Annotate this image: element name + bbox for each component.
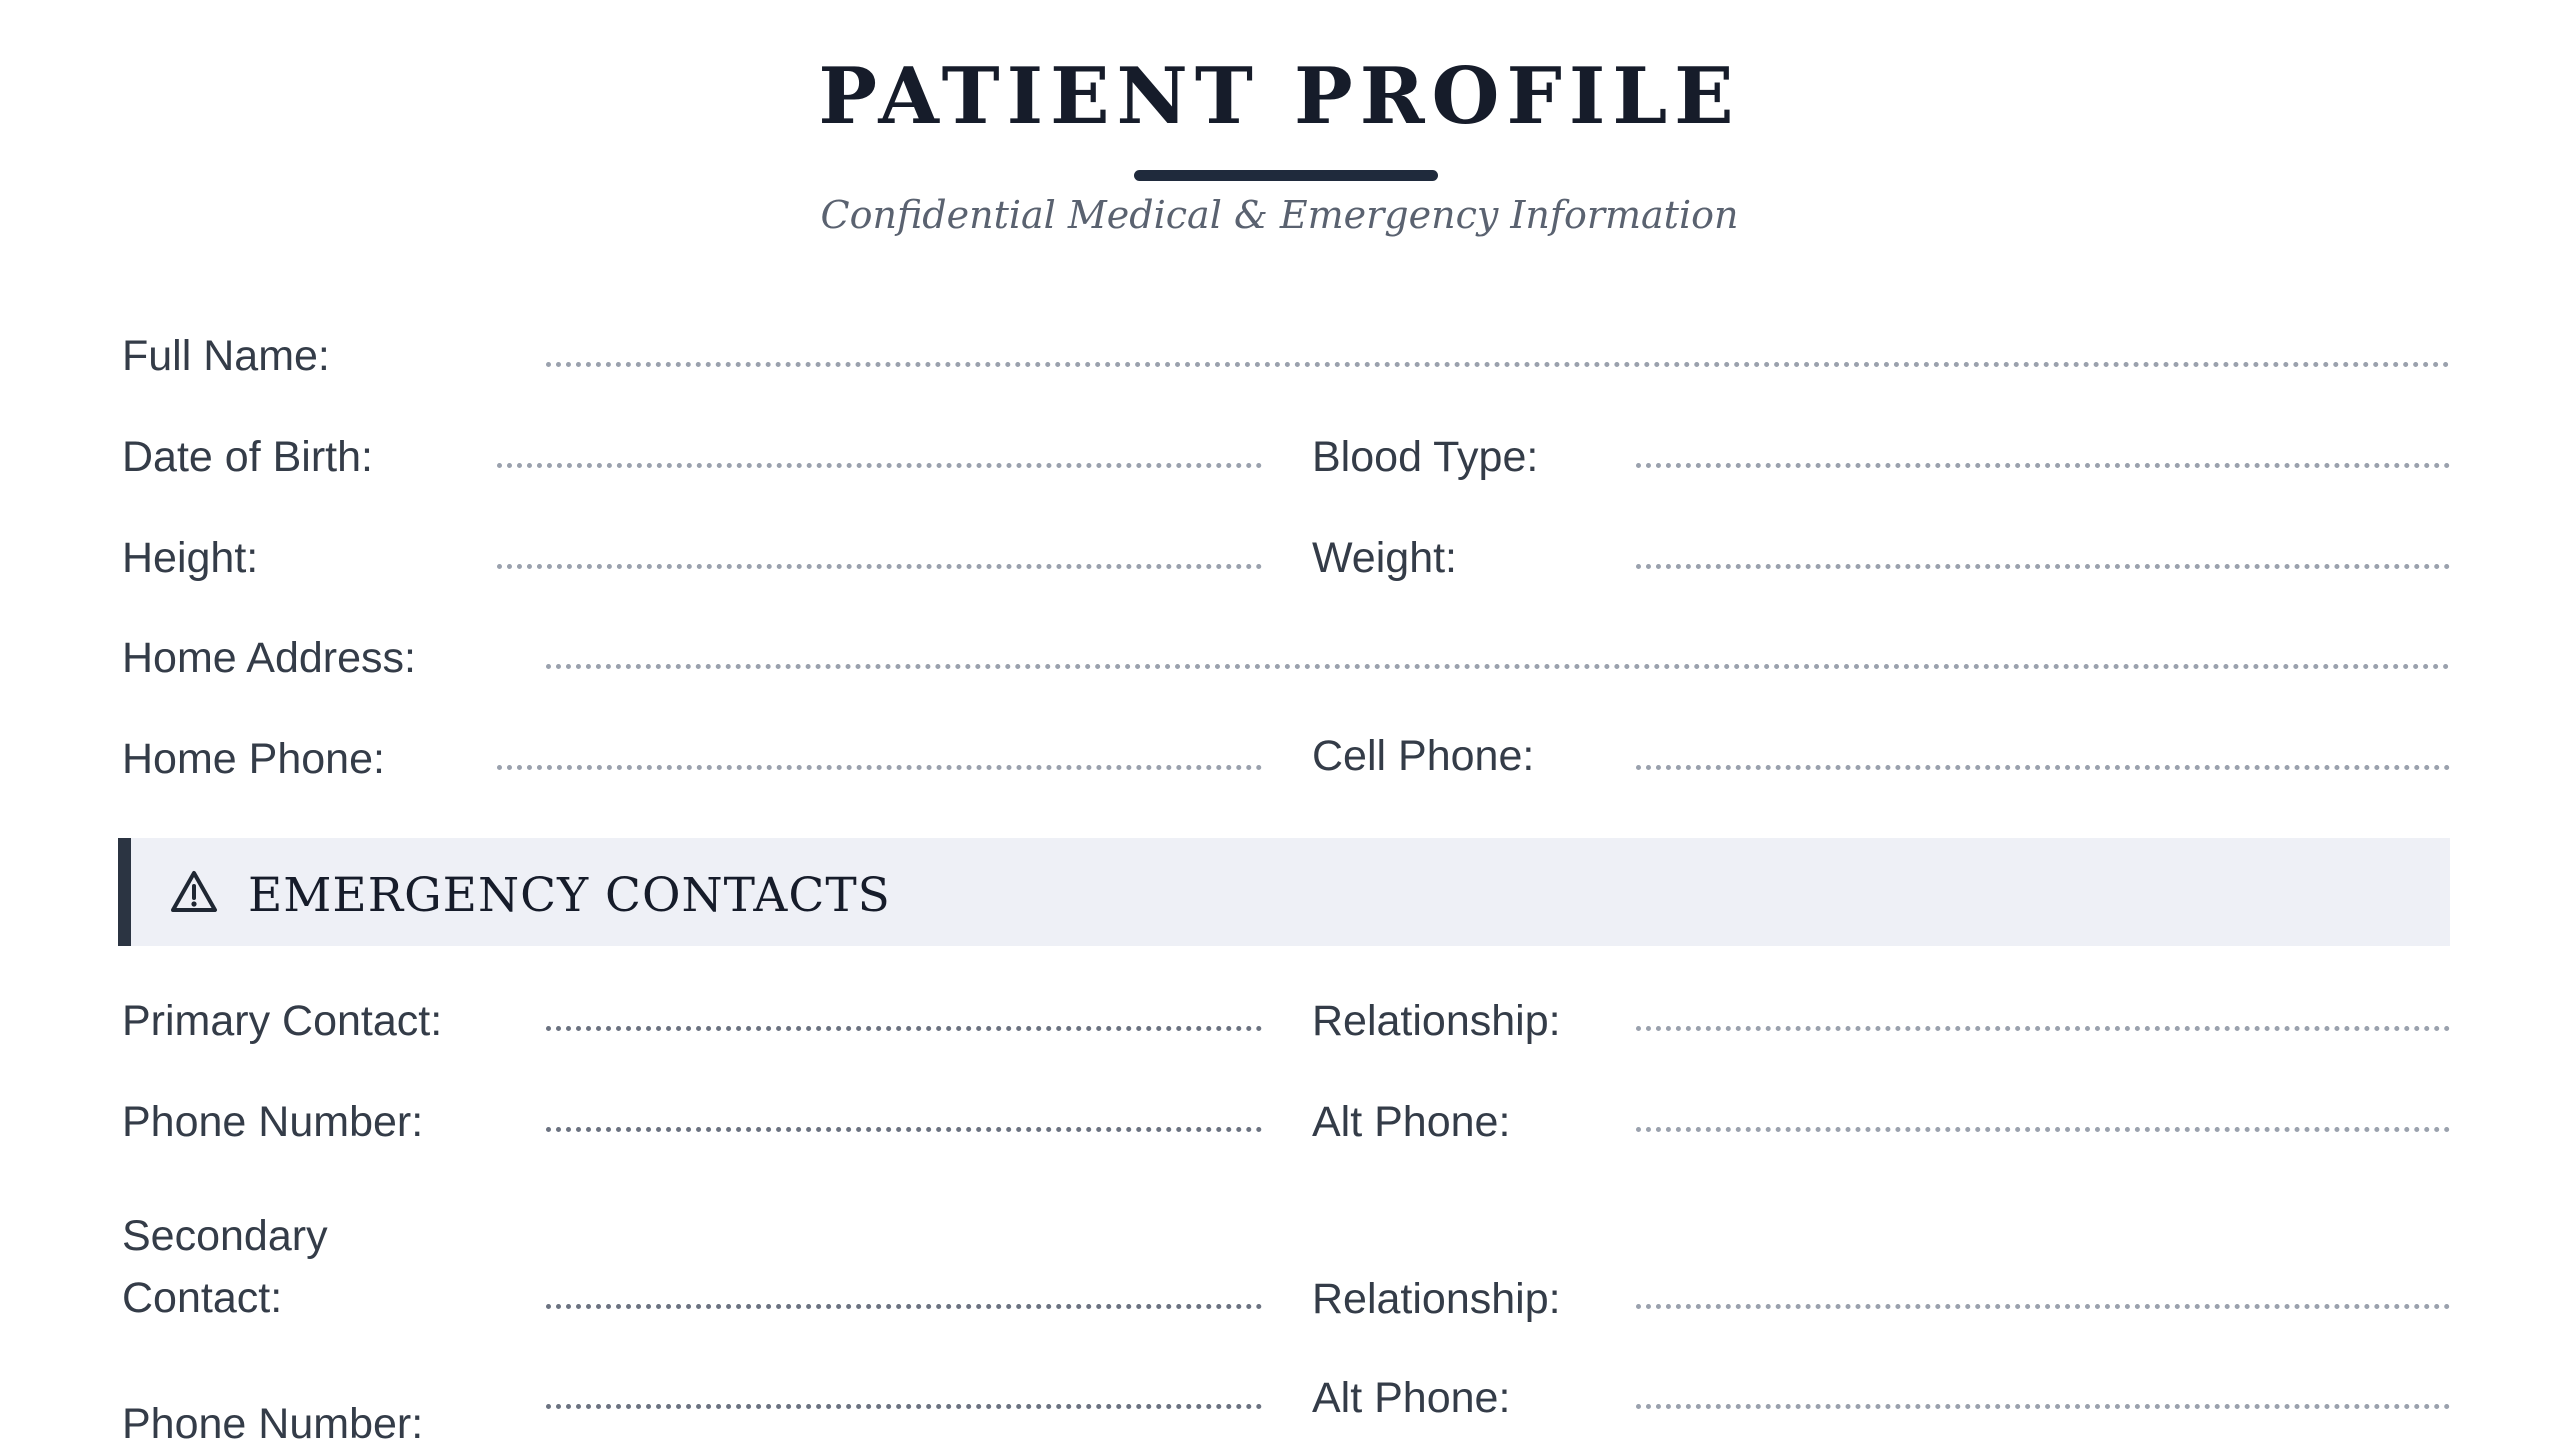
page-title: PATIENT PROFILE (818, 51, 1741, 142)
secondary-phone-label: Phone Number: (122, 1400, 424, 1448)
home-phone-field[interactable] (497, 765, 1262, 770)
full-name-label: Full Name: (122, 332, 330, 380)
height-label: Height: (122, 534, 259, 582)
cell-phone-field[interactable] (1636, 765, 2450, 770)
secondary-contact-label: Secondary Contact: (122, 1212, 328, 1323)
full-name-field[interactable] (546, 362, 2450, 367)
weight-label: Weight: (1312, 534, 1457, 582)
page-subtitle: Confidential Medical & Emergency Information (820, 193, 1739, 237)
secondary-relationship-field[interactable] (1636, 1304, 2450, 1309)
blood-type-label: Blood Type: (1312, 433, 1539, 481)
primary-phone-label: Phone Number: (122, 1098, 424, 1146)
warning-triangle-icon (170, 870, 218, 914)
home-phone-label: Home Phone: (122, 735, 385, 783)
primary-phone-field[interactable] (546, 1127, 1262, 1132)
secondary-phone-field[interactable] (546, 1404, 1262, 1409)
primary-alt-phone-label: Alt Phone: (1312, 1098, 1511, 1146)
home-address-field[interactable] (546, 664, 2450, 669)
blood-type-field[interactable] (1636, 463, 2450, 468)
weight-field[interactable] (1636, 564, 2450, 569)
emergency-contacts-title: EMERGENCY CONTACTS (248, 868, 891, 923)
primary-contact-field[interactable] (546, 1026, 1262, 1031)
home-address-label: Home Address: (122, 634, 416, 682)
date-of-birth-label: Date of Birth: (122, 433, 373, 481)
secondary-contact-field[interactable] (546, 1304, 1262, 1309)
height-field[interactable] (497, 564, 1262, 569)
secondary-alt-phone-label: Alt Phone: (1312, 1374, 1511, 1422)
cell-phone-label: Cell Phone: (1312, 732, 1535, 780)
secondary-relationship-label: Relationship: (1312, 1275, 1561, 1323)
date-of-birth-field[interactable] (497, 463, 1262, 468)
primary-alt-phone-field[interactable] (1636, 1127, 2450, 1132)
title-underline (1134, 170, 1438, 181)
primary-contact-label: Primary Contact: (122, 997, 443, 1045)
secondary-alt-phone-field[interactable] (1636, 1404, 2450, 1409)
primary-relationship-label: Relationship: (1312, 997, 1561, 1045)
primary-relationship-field[interactable] (1636, 1026, 2450, 1031)
